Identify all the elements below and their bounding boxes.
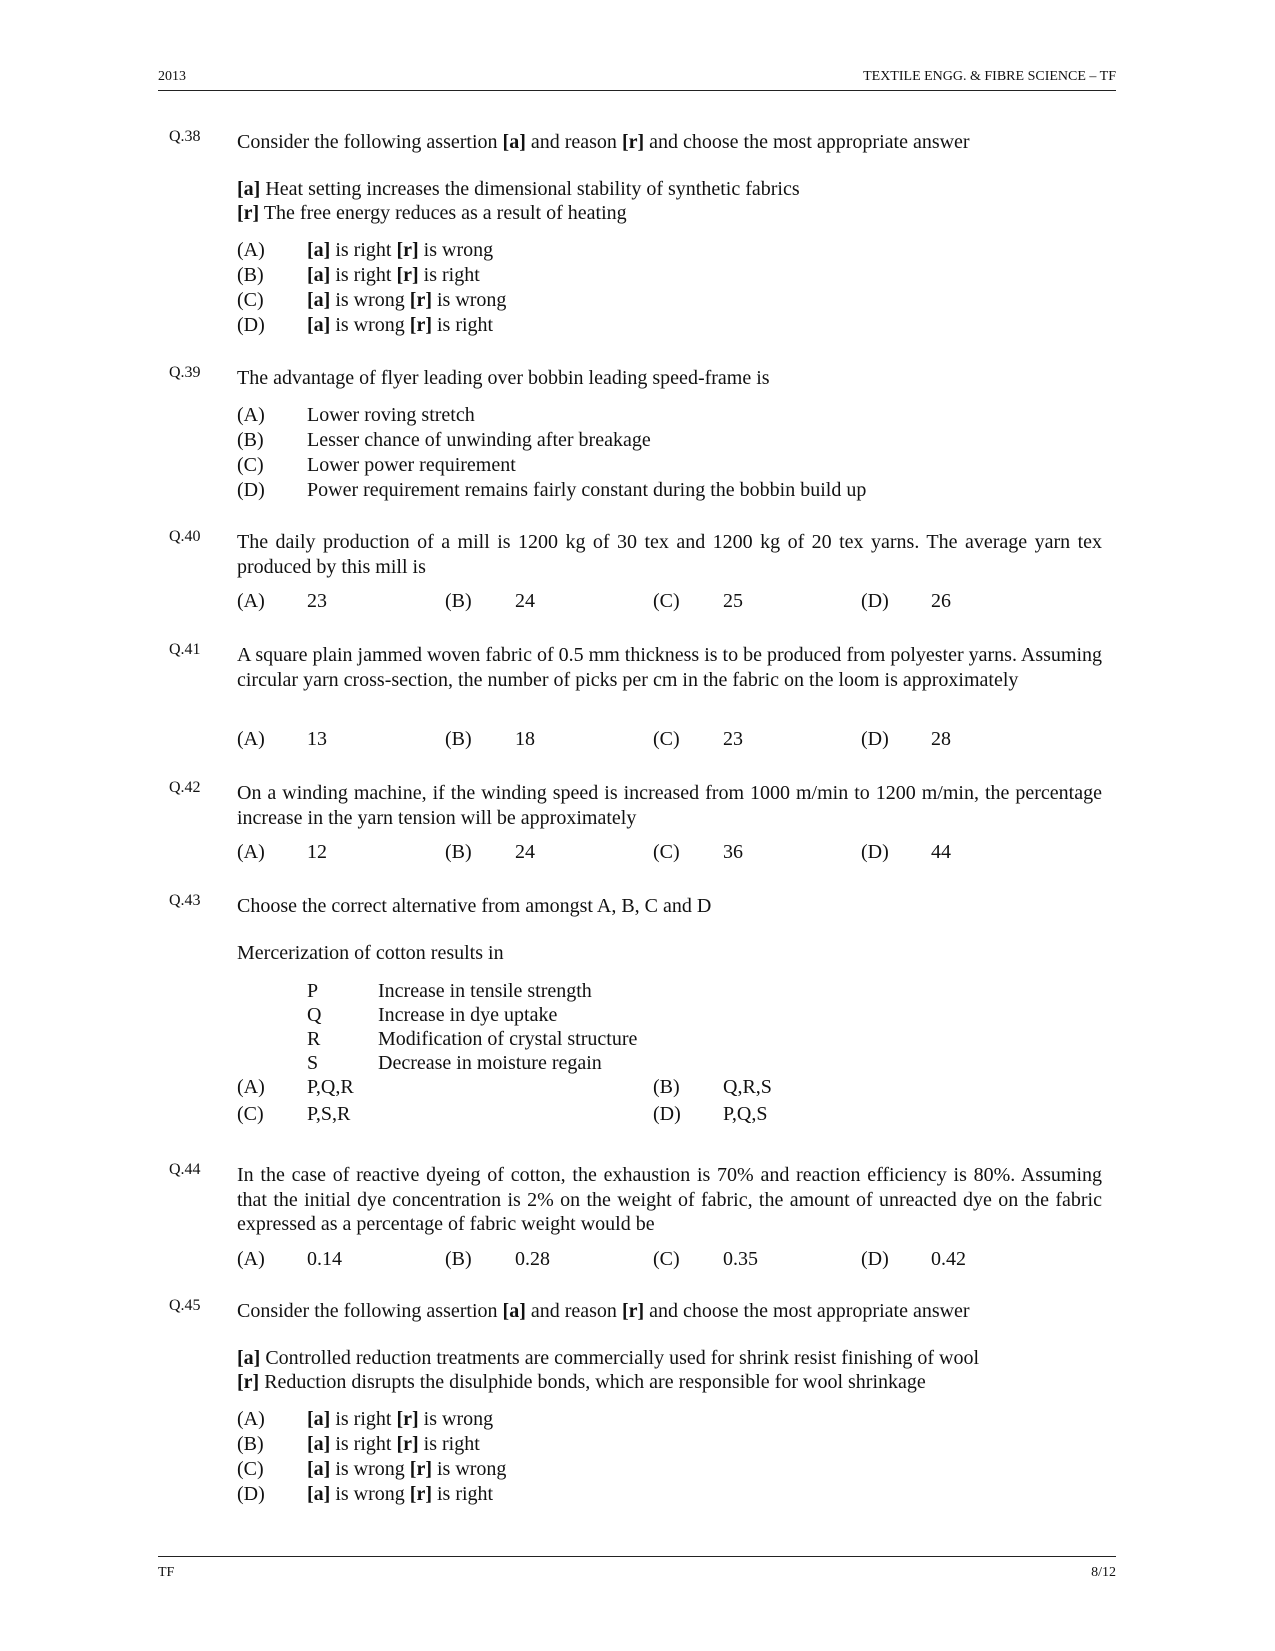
option-b-label: (B) bbox=[653, 1076, 680, 1098]
question-stem: Consider the following assertion [a] and reason [r] and choose the most appropriate answer bbox=[237, 1300, 970, 1322]
option-a-label: (A) bbox=[237, 590, 265, 612]
option-d-label: (D) bbox=[653, 1103, 681, 1125]
question-stem: On a winding machine, if the winding speed is increased from 1000 m/min to 1200 m/min, the percentage increase in the yarn tension will be approximately bbox=[237, 782, 1102, 829]
question-number: Q.39 bbox=[169, 364, 201, 381]
footer-code: TF bbox=[158, 1565, 175, 1580]
option-d-label: (D) bbox=[861, 590, 889, 612]
option-b-value: Q,R,S bbox=[723, 1076, 772, 1098]
option-d-value: 44 bbox=[931, 841, 951, 863]
option-a-label: (A) bbox=[237, 841, 265, 863]
option-a-value: P,Q,R bbox=[307, 1076, 354, 1098]
question-number: Q.44 bbox=[169, 1161, 201, 1178]
item-r-key: R bbox=[307, 1028, 321, 1050]
question-stem: A square plain jammed woven fabric of 0.5 mm thickness is to be produced from polyester yarns. Assuming circular yarn cross-section, the number of picks per cm in the fabric on the loom is approximately bbox=[237, 644, 1102, 691]
option-b-value: 24 bbox=[515, 841, 535, 863]
option-a-label: (A) bbox=[237, 1248, 265, 1270]
question-stem: Choose the correct alternative from amongst A, B, C and D bbox=[237, 895, 712, 917]
option-c-label: (C) bbox=[653, 1248, 680, 1270]
option-d-value: 26 bbox=[931, 590, 951, 612]
option-a-label: (A) bbox=[237, 728, 265, 750]
option-b-label: (B) bbox=[445, 841, 472, 863]
option-b-label: (B) bbox=[445, 590, 472, 612]
option-b-value: 0.28 bbox=[515, 1248, 550, 1270]
option-c-label: (C) bbox=[237, 1103, 264, 1125]
page-footer bbox=[158, 1556, 1116, 1583]
question-stem: The daily production of a mill is 1200 kg of 30 tex and 1200 kg of 20 tex yarns. The average yarn tex produced by this mill is bbox=[237, 531, 1102, 578]
option-d-label: (D) bbox=[861, 728, 889, 750]
reason-statement: [r] Reduction disrupts the disulphide bonds, which are responsible for wool shrinkage bbox=[237, 1371, 926, 1393]
sub-statement: Mercerization of cotton results in bbox=[237, 942, 504, 964]
item-p-text: Increase in tensile strength bbox=[378, 980, 592, 1002]
item-s-text: Decrease in moisture regain bbox=[378, 1052, 602, 1074]
assertion-statement: [a] Heat setting increases the dimensional stability of synthetic fabrics bbox=[237, 178, 800, 200]
option-c-label: (C) bbox=[653, 841, 680, 863]
page-header bbox=[158, 68, 1116, 91]
option-d-label: (D) bbox=[861, 1248, 889, 1270]
question-number: Q.43 bbox=[169, 892, 201, 909]
option-d-value: 0.42 bbox=[931, 1248, 966, 1270]
item-r-text: Modification of crystal structure bbox=[378, 1028, 638, 1050]
option-a-value: 12 bbox=[307, 841, 327, 863]
option-d-value: 28 bbox=[931, 728, 951, 750]
option-a-value: 13 bbox=[307, 728, 327, 750]
item-q-text: Increase in dye uptake bbox=[378, 1004, 558, 1026]
option-c-label: (C) bbox=[653, 728, 680, 750]
question-stem: The advantage of flyer leading over bobbin leading speed-frame is bbox=[237, 367, 770, 389]
option-b-value: 24 bbox=[515, 590, 535, 612]
assertion-statement: [a] Controlled reduction treatments are commercially used for shrink resist finishing of wool bbox=[237, 1347, 980, 1369]
option-b-label: (B) bbox=[445, 1248, 472, 1270]
header-subject: TEXTILE ENGG. & FIBRE SCIENCE – TF bbox=[863, 69, 1116, 84]
question-number: Q.38 bbox=[169, 128, 201, 145]
option-a-label: (A) bbox=[237, 1076, 265, 1098]
item-p-key: P bbox=[307, 980, 319, 1002]
question-number: Q.40 bbox=[169, 528, 201, 545]
question-number: Q.42 bbox=[169, 779, 201, 796]
page-number: 8/12 bbox=[1091, 1565, 1116, 1580]
option-d-label: (D) bbox=[861, 841, 889, 863]
option-d-value: P,Q,S bbox=[723, 1103, 768, 1125]
option-c-value: 0.35 bbox=[723, 1248, 758, 1270]
question-number: Q.41 bbox=[169, 641, 201, 658]
option-a-value: 0.14 bbox=[307, 1248, 342, 1270]
question-number: Q.45 bbox=[169, 1297, 201, 1314]
option-a-value: 23 bbox=[307, 590, 327, 612]
option-c-value: 25 bbox=[723, 590, 743, 612]
item-q-key: Q bbox=[307, 1004, 322, 1026]
item-s-key: S bbox=[307, 1052, 319, 1074]
option-c-label: (C) bbox=[653, 590, 680, 612]
option-b-label: (B) bbox=[445, 728, 472, 750]
option-b-value: 18 bbox=[515, 728, 535, 750]
question-stem: Consider the following assertion [a] and reason [r] and choose the most appropriate answer bbox=[237, 131, 970, 153]
option-c-value: P,S,R bbox=[307, 1103, 351, 1125]
header-year: 2013 bbox=[158, 69, 186, 84]
option-c-value: 23 bbox=[723, 728, 743, 750]
question-stem: In the case of reactive dyeing of cotton, the exhaustion is 70% and reaction efficiency is 80%. Assuming that the initial dye concentration is 2% on the weight of fabric, the amount of unreacted dye on the fabric expressed as a percentage of fabric weight would be bbox=[237, 1164, 1102, 1235]
reason-statement: [r] The free energy reduces as a result of heating bbox=[237, 202, 627, 224]
option-c-value: 36 bbox=[723, 841, 743, 863]
